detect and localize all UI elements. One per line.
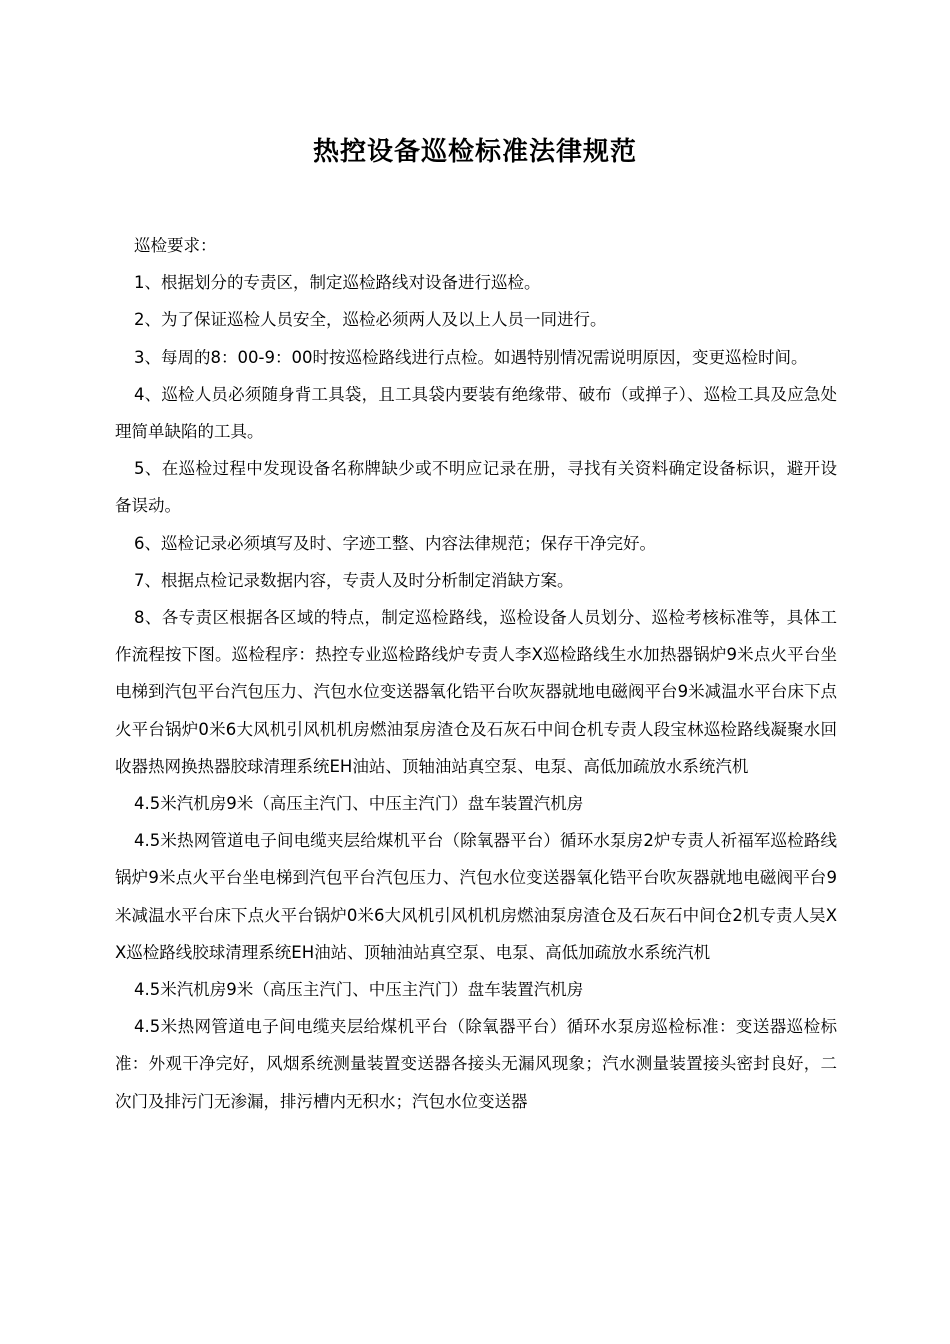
paragraph-8: 8、各专责区根据各区域的特点，制定巡检路线，巡检设备人员划分、巡检考核标准等，具体工作流程按下图。巡检程序：热控专业巡检路线炉专责人李X巡检路线生水加热器锅炉9米点火平台坐电梯到汽包平台汽包压力、汽包水位变送器氧化锆平台吹灰器就地电磁阀平台9米减温水平台床下点火平台锅炉0米6大风机引风机机房燃油泵房渣仓及石灰石中间仓机专责人段宝林巡检路线凝聚水回收器热网换热器胶球清理系统EH油站、顶轴油站真空泵、电泵、高低加疏放水系统汽机 [115,608,837,776]
paragraph-11: 4.5米汽机房9米（高压主汽门、中压主汽门）盘车装置汽机房 [134,980,584,1000]
paragraph-2: 2、为了保证巡检人员安全，巡检必须两人及以上人员一同进行。 [134,310,607,330]
paragraph-10: 4.5米热网管道电子间电缆夹层给煤机平台（除氧器平台）循环水泵房2炉专责人祈福军巡检路线锅炉9米点火平台坐电梯到汽包平台汽包压力、汽包水位变送器氧化锆平台吹灰器就地电磁阀平台9米减温水平台床下点火平台锅炉0米6大风机引风机机房燃油泵房渣仓及石灰石中间仓2机专责人吴XX巡检路线胶球清理系统EH油站、顶轴油站真空泵、电泵、高低加疏放水系统汽机 [115,831,837,962]
paragraph-12: 4.5米热网管道电子间电缆夹层给煤机平台（除氧器平台）循环水泵房巡检标准：变送器巡检标准：外观干净完好，风烟系统测量装置变送器各接头无漏风现象；汽水测量装置接头密封良好，二次门及排污门无渗漏，排污槽内无积水；汽包水位变送器 [115,1017,837,1111]
document-title: 热控设备巡检标准法律规范 [312,137,637,167]
paragraph-9: 4.5米汽机房9米（高压主汽门、中压主汽门）盘车装置汽机房 [134,794,584,814]
paragraph-4: 4、巡检人员必须随身背工具袋，且工具袋内要装有绝缘带、破布（或掸子）、巡检工具及应急处理简单缺陷的工具。 [115,384,837,442]
paragraph-5: 5、在巡检过程中发现设备名称牌缺少或不明应记录在册，寻找有关资料确定设备标识，避开设备误动。 [115,459,837,516]
paragraph-7: 7、根据点检记录数据内容，专责人及时分析制定消缺方案。 [134,570,574,590]
document-body [115,227,837,1120]
paragraph-6: 6、巡检记录必须填写及时、字迹工整、内容法律规范；保存干净完好。 [134,533,656,553]
section-heading: 巡检要求： [134,236,217,255]
paragraph-3: 3、每周的8：00-9：00时按巡检路线进行点检。如遇特别情况需说明原因，变更巡检时间。 [134,347,808,367]
paragraph-1: 1、根据划分的专责区，制定巡检路线对设备进行巡检。 [134,273,541,293]
